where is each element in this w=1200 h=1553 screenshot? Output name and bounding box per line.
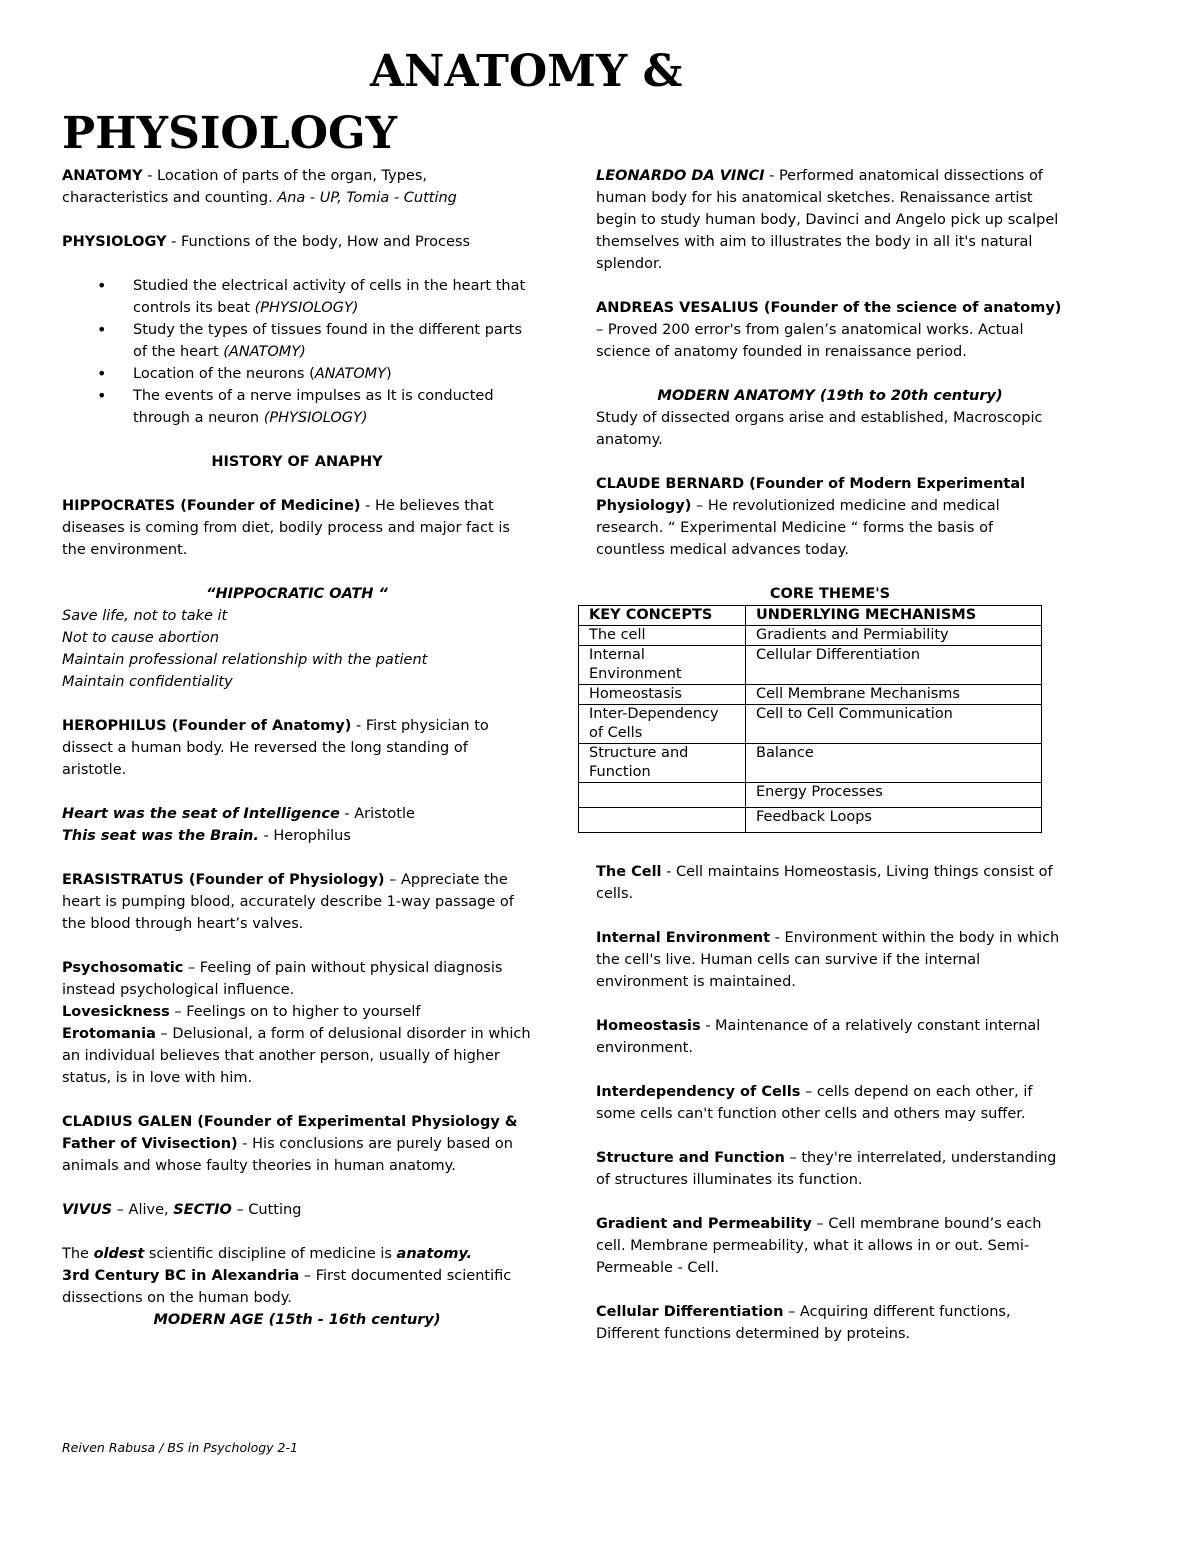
- table-cell: Inter-Dependency of Cells: [579, 705, 746, 744]
- table-row: [579, 705, 1042, 744]
- title-line-2: PHYSIOLOGY: [62, 108, 398, 159]
- def-the-cell: The Cell - Cell maintains Homeostasis, Living things consist of cells.: [596, 864, 1053, 902]
- def-homeostasis: Homeostasis - Maintenance of a relatively constant internal environment.: [596, 1018, 1041, 1056]
- table-cell: Cell to Cell Communication: [746, 705, 1042, 744]
- history-heading: HISTORY OF ANAPHY: [211, 454, 383, 470]
- modern-anatomy-heading: MODERN ANATOMY (19th to 20th century): [657, 388, 1003, 404]
- def-internal-environment: Internal Environment - Environment within the body in which the cell's live. Human cells can survive if the internal environment is maintained.: [596, 930, 1060, 990]
- table-cell: Structure and Function: [579, 744, 746, 783]
- table-cell: Balance: [746, 744, 1042, 783]
- davinci-paragraph: LEONARDO DA VINCI - Performed anatomical dissections of human body for his anatomical sketches. Renaissance artist begin to study human body, Davinci and Angelo pick up scalpel themselves with aim to illustrates the body in all it's natural splendor.: [596, 168, 1059, 272]
- list-item: • Study the types of tissues found in the different parts of the heart (ANATOMY): [133, 319, 532, 363]
- table-row: [579, 685, 1042, 705]
- psychology-terms: Psychosomatic – Feeling of pain without physical diagnosis instead psychological influence. Lovesickness – Feelings on to higher to yourself Erotomania – Delusional, a form of delusional disorder in which an individual believes that another person, usually of higher status, is in love with him.: [62, 960, 531, 1086]
- core-themes-heading: CORE THEME'S: [769, 586, 891, 602]
- left-column: [62, 165, 532, 1331]
- def-cellular-differentiation: Cellular Differentiation – Acquiring different functions, Different functions determined by proteins.: [596, 1304, 1011, 1342]
- quotes-paragraph: Heart was the seat of Intelligence - Aristotle This seat was the Brain. - Herophilus: [62, 806, 415, 844]
- vesalius-paragraph: ANDREAS VESALIUS (Founder of the science of anatomy) – Proved 200 error's from galen’s anatomical works. Actual science of anatomy founded in renaissance period.: [596, 300, 1062, 360]
- vivus-sectio: VIVUS – Alive, SECTIO – Cutting: [62, 1202, 302, 1218]
- table-cell: Gradients and Permiability: [746, 626, 1042, 646]
- oath-heading: “HIPPOCRATIC OATH “: [206, 586, 388, 602]
- table-header: UNDERLYING MECHANISMS: [746, 606, 1042, 626]
- anatomy-definition: ANATOMY - Location of parts of the organ, Types, characteristics and counting. Ana - UP, Tomia - Cutting: [62, 168, 457, 206]
- table-row: [579, 744, 1042, 783]
- table-cell: Cellular Differentiation: [746, 646, 1042, 685]
- table-cell: Feedback Loops: [746, 808, 1042, 833]
- def-gradient-permeability: Gradient and Permeability – Cell membrane bound’s each cell. Membrane permeability, what it allows in or out. Semi-Permeable - Cell.: [596, 1216, 1042, 1276]
- table-row: [579, 646, 1042, 685]
- core-themes-table: [578, 605, 1042, 833]
- right-column: [589, 165, 1064, 1367]
- table-header-row: [579, 606, 1042, 626]
- list-item: • Location of the neurons (ANATOMY): [133, 363, 532, 385]
- table-cell: Cell Membrane Mechanisms: [746, 685, 1042, 705]
- def-interdependency: Interdependency of Cells – cells depend on each other, if some cells can't function other cells and others may suffer.: [596, 1084, 1033, 1122]
- table-cell: [579, 783, 746, 808]
- bernard-paragraph: CLAUDE BERNARD (Founder of Modern Experimental Physiology) – He revolutionized medicine and medical research. “ Experimental Medicine “ forms the basis of countless medical advances today.: [596, 476, 1026, 558]
- examples-list: [62, 275, 532, 429]
- hippocrates-paragraph: HIPPOCRATES (Founder of Medicine) - He believes that diseases is coming from diet, bodily process and major fact is the environment.: [62, 498, 510, 558]
- herophilus-paragraph: HEROPHILUS (Founder of Anatomy) - First physician to dissect a human body. He reversed the long standing of aristotle.: [62, 718, 489, 778]
- table-row: [579, 783, 1042, 808]
- oldest-discipline: The oldest scientific discipline of medicine is anatomy. 3rd Century BC in Alexandria – First documented scientific dissections on the human body.: [62, 1246, 512, 1306]
- galen-paragraph: CLADIUS GALEN (Founder of Experimental Physiology & Father of Vivisection) - His conclusions are purely based on animals and whose faulty theories in human anatomy.: [62, 1114, 518, 1174]
- list-item: • Studied the electrical activity of cells in the heart that controls its beat (PHYSIOLOGY): [133, 275, 532, 319]
- title-line-1: ANATOMY &: [370, 46, 683, 97]
- table-cell: Energy Processes: [746, 783, 1042, 808]
- erasistratus-paragraph: ERASISTRATUS (Founder of Physiology) – Appreciate the heart is pumping blood, accurately describe 1-way passage of the blood through heart’s valves.: [62, 872, 514, 932]
- table-cell: Internal Environment: [579, 646, 746, 685]
- table-cell: The cell: [579, 626, 746, 646]
- list-item: • The events of a nerve impulses as It is conducted through a neuron (PHYSIOLOGY): [133, 385, 532, 429]
- physiology-definition: PHYSIOLOGY - Functions of the body, How and Process: [62, 234, 471, 250]
- table-cell: Homeostasis: [579, 685, 746, 705]
- table-row: [579, 808, 1042, 833]
- modern-age-heading: MODERN AGE (15th - 16th century): [153, 1312, 441, 1328]
- table-cell: [579, 808, 746, 833]
- page-footer: Reiven Rabusa / BS in Psychology 2-1: [62, 1440, 298, 1455]
- def-structure-function: Structure and Function – they're interrelated, understanding of structures illuminates its function.: [596, 1150, 1057, 1188]
- oath-lines: Save life, not to take it Not to cause abortion Maintain professional relationship with the patient Maintain confidentiality: [62, 608, 428, 690]
- modern-anatomy-text: Study of dissected organs arise and established, Macroscopic anatomy.: [596, 410, 1043, 448]
- table-header: KEY CONCEPTS: [579, 606, 746, 626]
- table-row: [579, 626, 1042, 646]
